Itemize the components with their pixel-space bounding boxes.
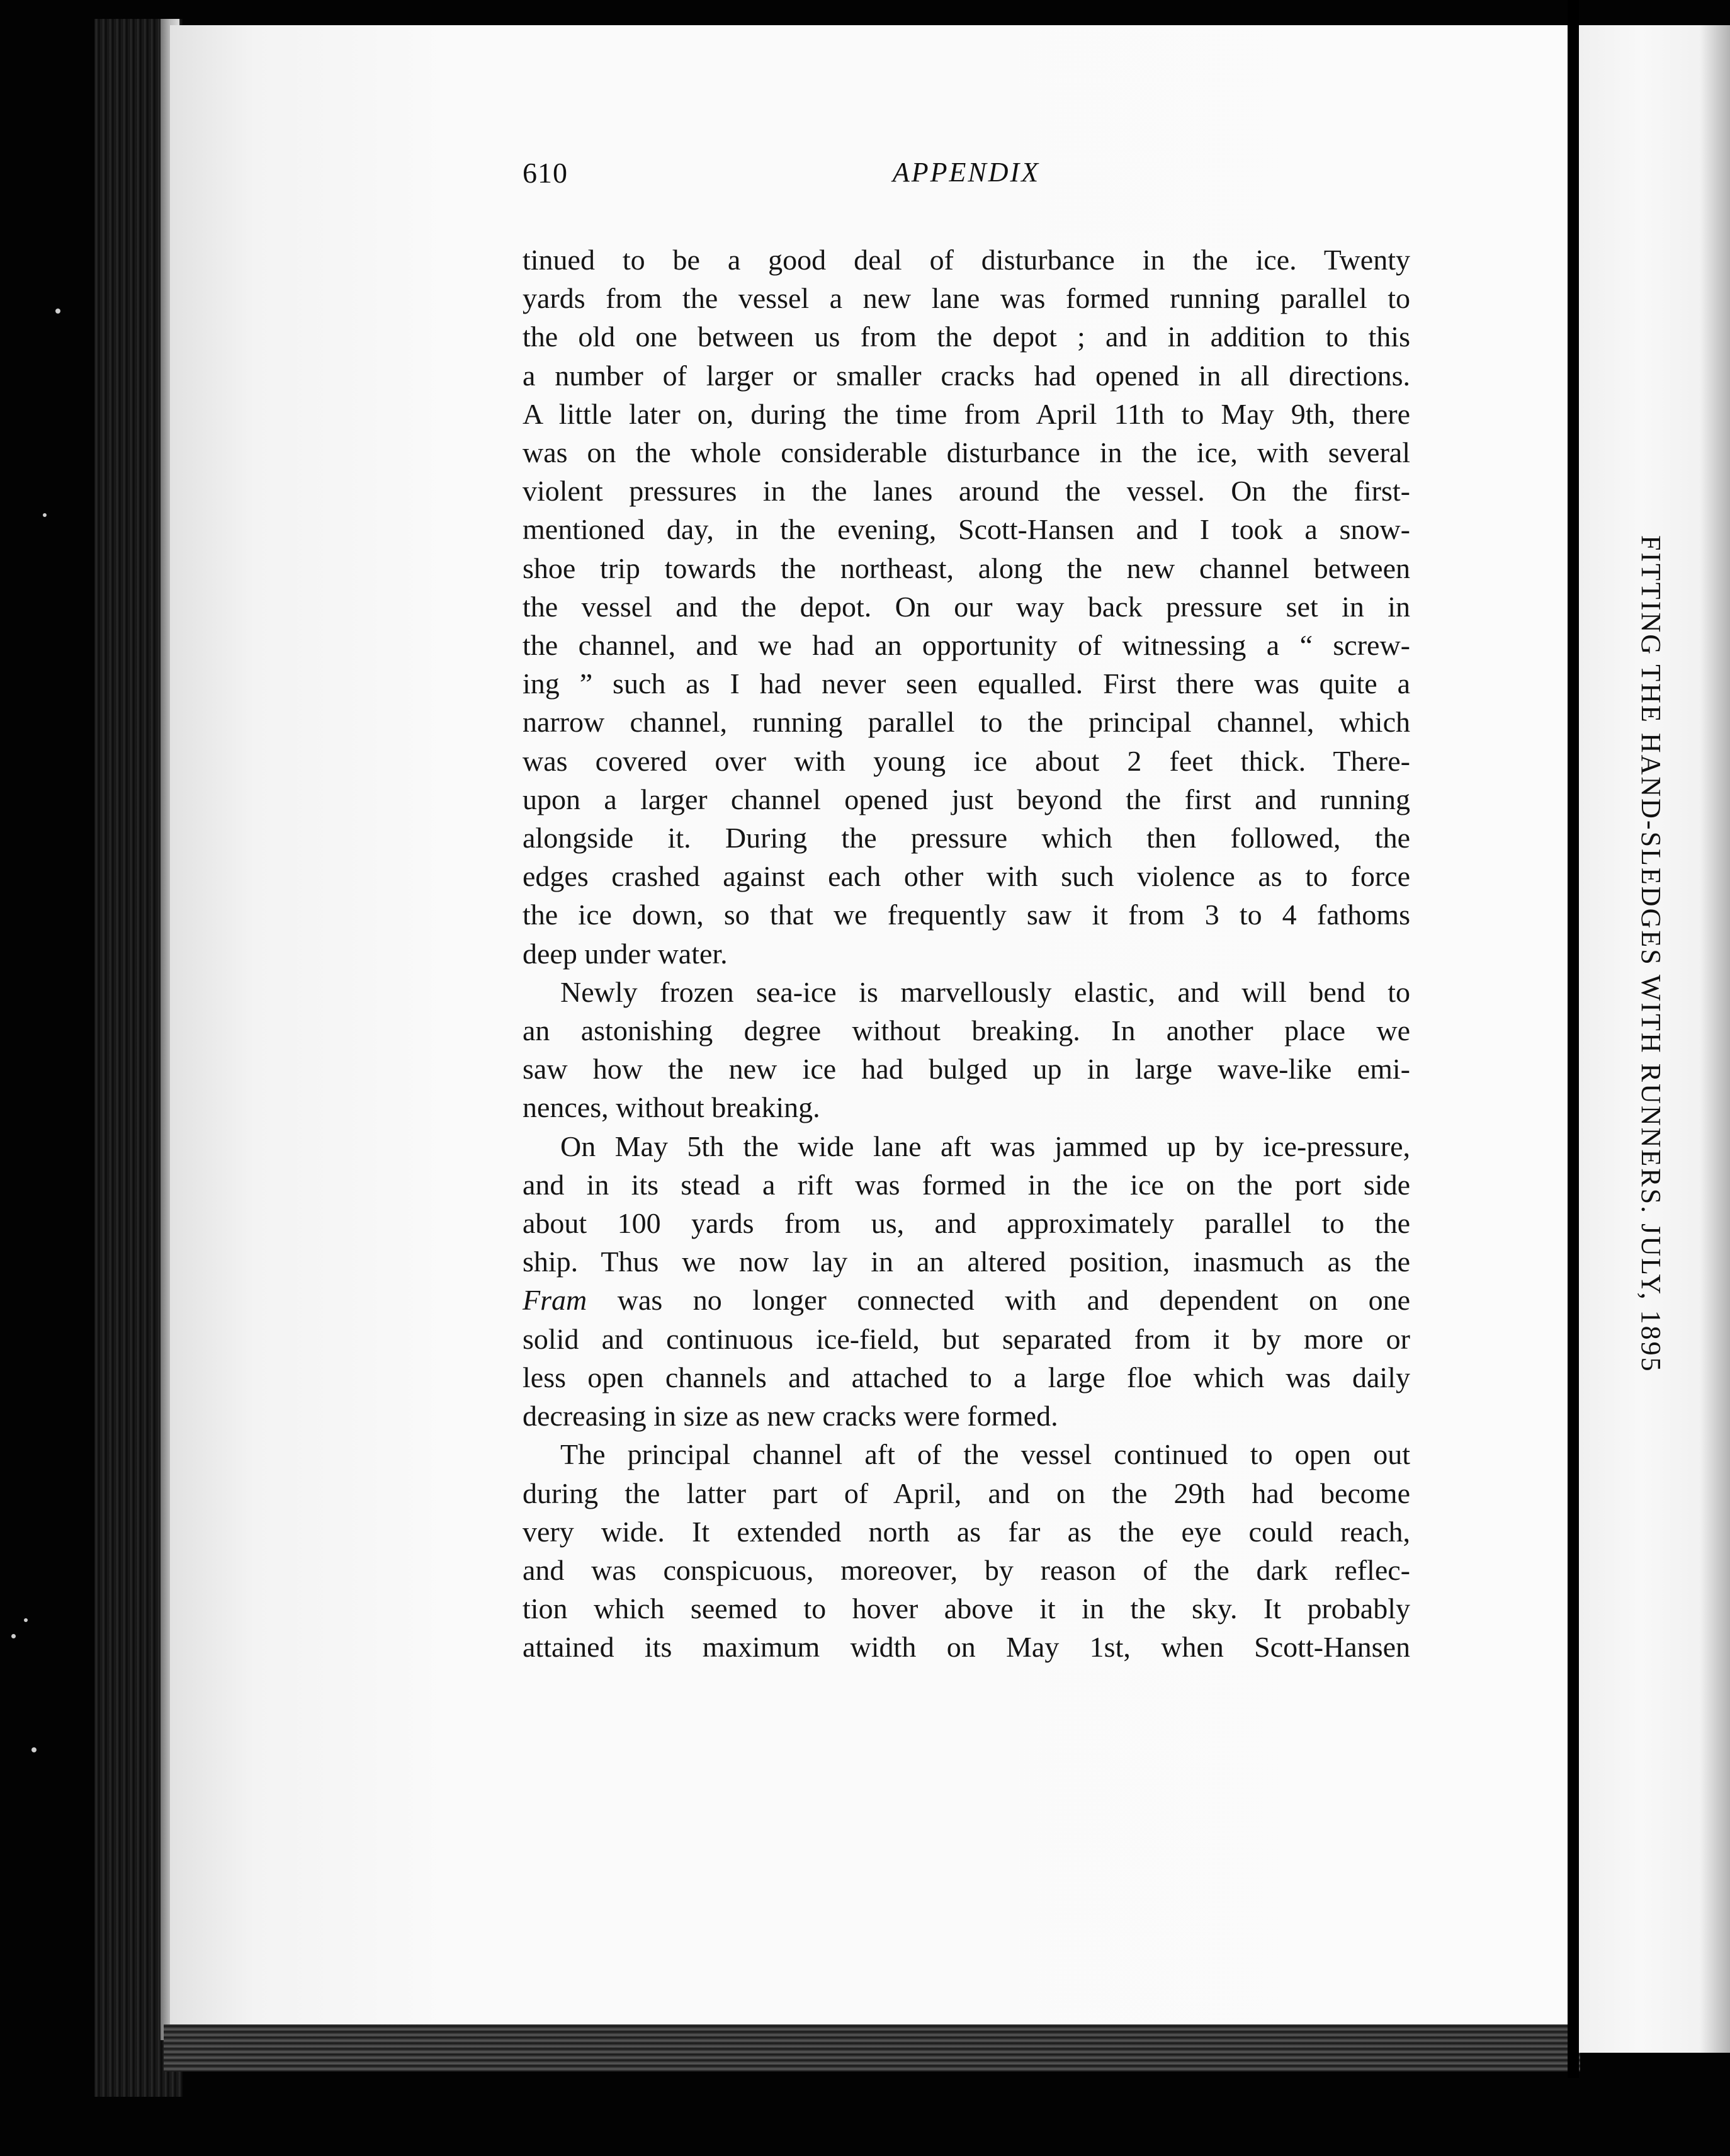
running-head xyxy=(523,156,1410,207)
text-line: ship. Thus we now lay in an altered position, inasmuch as the xyxy=(523,1245,1410,1278)
text-line: an astonishing degree without breaking. In another place we xyxy=(523,1014,1410,1047)
text-line: and in its stead a rift was formed in the ice on the port side xyxy=(523,1168,1410,1201)
page-gap xyxy=(1568,0,1579,2078)
text-line: upon a larger channel opened just beyond the first and running xyxy=(523,783,1410,815)
text-line: yards from the vessel a new lane was formed running parallel to xyxy=(523,282,1410,315)
text-line: was covered over with young ice about 2 feet thick. There- xyxy=(523,744,1410,777)
text-line: A little later on, during the time from April 11th to May 9th, there xyxy=(523,397,1410,430)
text-line-with-italic xyxy=(523,1281,1410,1319)
facing-page-title-text: FITTING THE HAND-SLEDGES WITH RUNNERS. JULY, 1895 xyxy=(1636,535,1666,1373)
text-line: alongside it. During the pressure which then followed, the xyxy=(523,822,1410,854)
text-line: saw how the new ice had bulged up in large wave-like emi- xyxy=(523,1053,1410,1086)
text-line: the vessel and the depot. On our way back pressure set in in xyxy=(523,590,1410,623)
facing-page-running-title xyxy=(1637,535,1675,1480)
text-line: deep under water. xyxy=(523,937,728,970)
text-line: shoe trip towards the northeast, along the new channel between xyxy=(523,552,1410,584)
text-line: tion which seemed to hover above it in the sky. It probably xyxy=(523,1592,1410,1625)
text-line: very wide. It extended north as far as the eye could reach, xyxy=(523,1515,1410,1548)
scan-speck xyxy=(31,1747,37,1752)
text-line: solid and continuous ice-field, but separated from it by more or xyxy=(523,1322,1410,1355)
text-line: narrow channel, running parallel to the principal channel, which xyxy=(523,706,1410,739)
text-line: less open channels and attached to a large floe which was daily xyxy=(523,1361,1410,1393)
text-line: attained its maximum width on May 1st, when Scott-Hansen xyxy=(523,1631,1410,1664)
text-line: a number of larger or smaller cracks had opened in all directions. xyxy=(523,359,1410,392)
scan-speck xyxy=(55,309,60,314)
text-line: mentioned day, in the evening, Scott-Hansen and I took a snow- xyxy=(523,513,1410,546)
text-line-rest: was no longer connected with and dependent on one xyxy=(587,1284,1410,1317)
text-line: ing ” such as I had never seen equalled. First there was quite a xyxy=(523,667,1410,700)
text-line: On May 5th the wide lane aft was jammed up by ice-pressure, xyxy=(560,1130,1410,1162)
page-stack-bottom-edge xyxy=(164,2024,1580,2072)
text-line: decreasing in size as new cracks were formed. xyxy=(523,1400,1058,1433)
text-line: The principal channel aft of the vessel continued to open out xyxy=(560,1438,1410,1471)
text-line: and was conspicuous, moreover, by reason of the dark reflec- xyxy=(523,1553,1410,1586)
section-title: APPENDIX xyxy=(892,157,1041,188)
text-line: about 100 yards from us, and approximately parallel to the xyxy=(523,1207,1410,1240)
scan-speck xyxy=(11,1634,16,1638)
text-line: edges crashed against each other with such violence as to force xyxy=(523,860,1410,893)
text-line: was on the whole considerable disturbance in the ice, with several xyxy=(523,436,1410,469)
text-line: Newly frozen sea-ice is marvellously elastic, and will bend to xyxy=(560,975,1410,1008)
text-line: the ice down, so that we frequently saw it from 3 to 4 fathoms xyxy=(523,899,1410,931)
scan-speck xyxy=(24,1618,28,1622)
text-line: the old one between us from the depot ; and in addition to this xyxy=(523,321,1410,353)
text-line: the channel, and we had an opportunity of witnessing a “ screw- xyxy=(523,629,1410,662)
text-line: violent pressures in the lanes around the vessel. On the first- xyxy=(523,475,1410,508)
body-text xyxy=(523,241,1410,1667)
text-line: during the latter part of April, and on the 29th had become xyxy=(523,1477,1410,1509)
text-line: tinued to be a good deal of disturbance in the ice. Twenty xyxy=(523,244,1410,276)
scan-speck xyxy=(43,513,47,517)
text-line: nences, without breaking. xyxy=(523,1091,820,1124)
facing-page-shadow xyxy=(1700,25,1730,2053)
page-number: 610 xyxy=(523,157,568,189)
italic-ship-name: Fram xyxy=(523,1284,587,1317)
